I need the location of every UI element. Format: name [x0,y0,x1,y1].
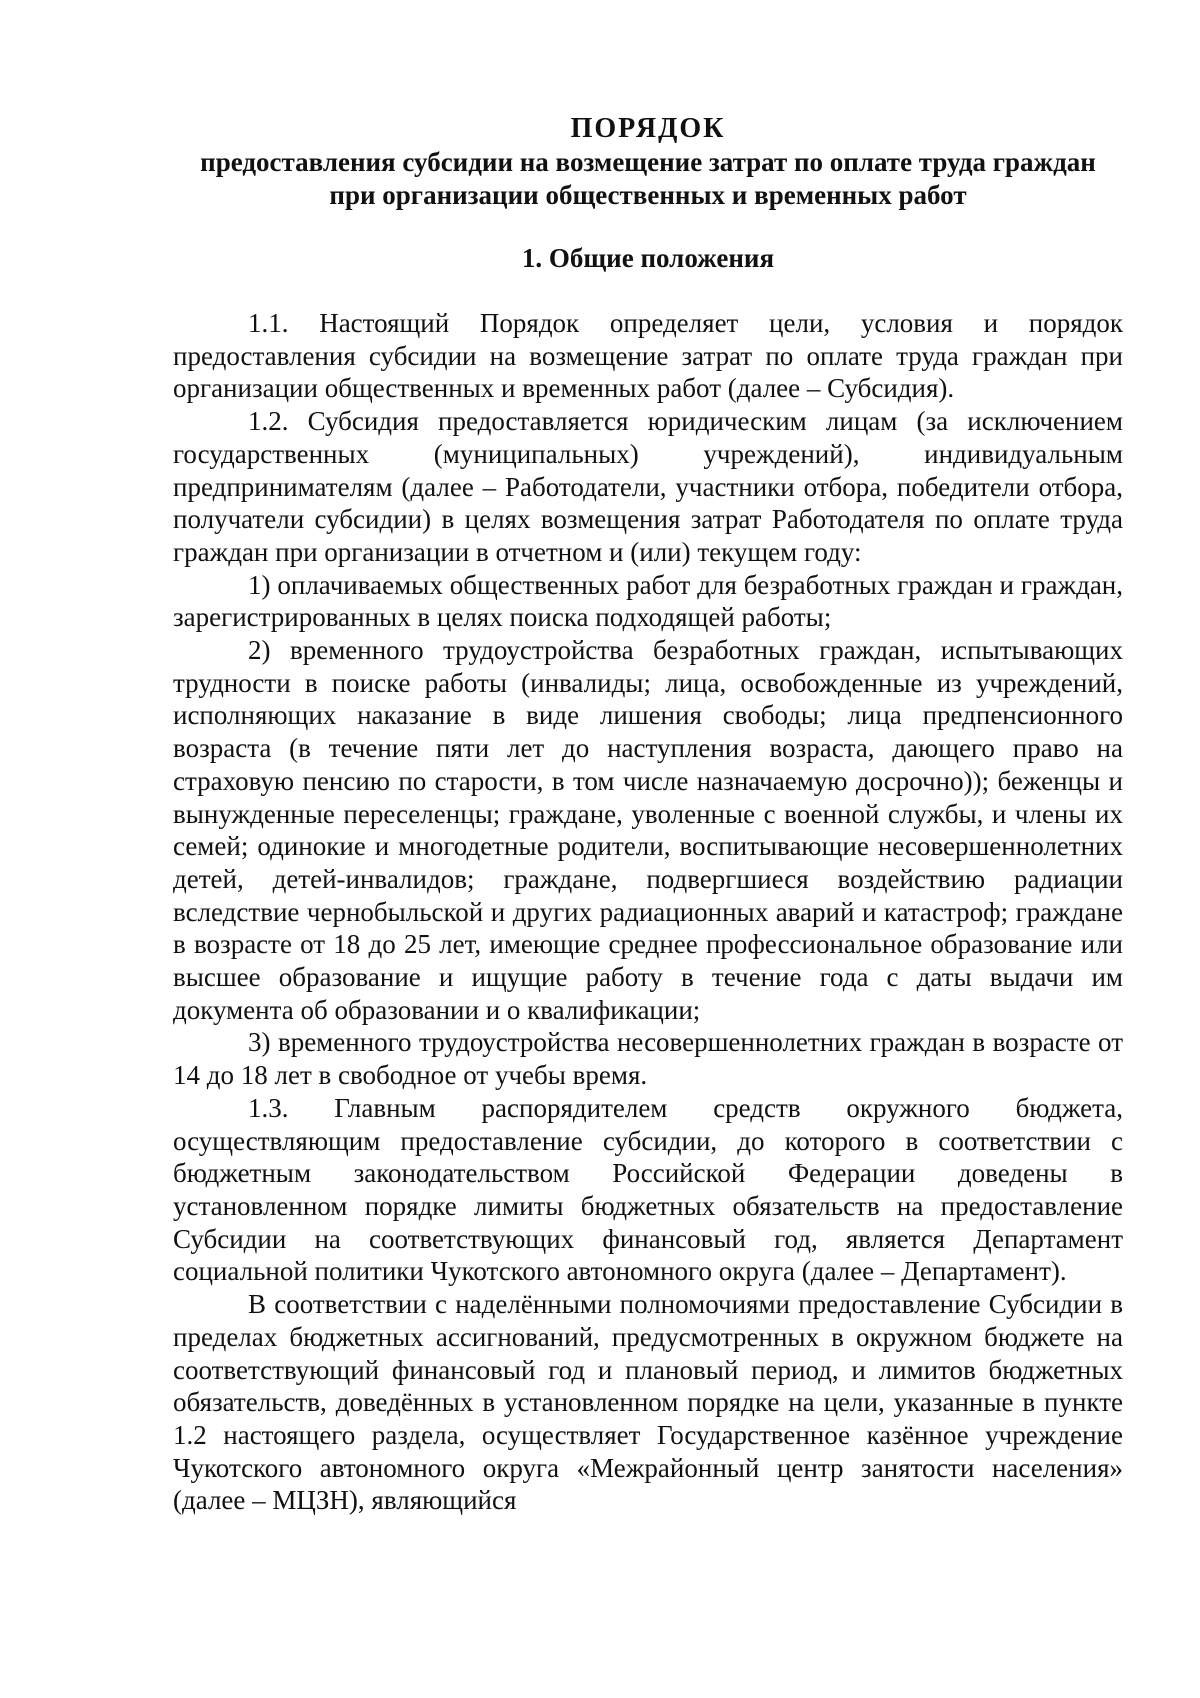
paragraph-authority: В соответствии с наделёнными полномочиями предоставление Субсидии в пределах бюджетных ассигнований, предусмотренных в окружном бюджете на соответствующий финансовый год и плановый период, и лимитов бюджетных обязательств, доведённых в установленном порядке на цели, указанные в пункте 1.2 настоящего раздела, осуществляет Государственное казённое учреждение Чукотского автономного округа «Межрайонный центр занятости населения» (далее – МЦЗН), являющийся [173,1289,1123,1516]
paragraph-1-2: 1.2. Субсидия предоставляется юридическим лицам (за исключением государственных (муниципальных) учреждений), индивидуальным предпринимателям (далее – Работодатели, участники отбора, победители отбора, получатели субсидии) в целях возмещения затрат Работодателя по оплате труда граждан при организации в отчетном и (или) текущем году: [173,406,1123,567]
section-heading: 1. Общие положения [521,243,775,273]
document-subtitle-line-1: предоставления субсидии на возмещение затрат по оплате труда граждан [200,147,1096,177]
document-page [173,112,1123,1517]
document-subtitle-line-2: при организации общественных и временных работ [329,180,967,210]
paragraph-1-3: 1.3. Главным распорядителем средств окружного бюджета, осуществляющим предоставление субсидии, до которого в соответствии с бюджетным законодательством Российской Федерации доведены в установленном порядке лимиты бюджетных обязательств на предоставление Субсидии на соответствующих финансовый год, является Департамент социальной политики Чукотского автономного округа (далее – Департамент). [173,1092,1123,1287]
list-item-1: 1) оплачиваемых общественных работ для безработных граждан и граждан, зарегистрированных в целях поиска подходящей работы; [173,569,1123,633]
paragraph-1-1: 1.1. Настоящий Порядок определяет цели, условия и порядок предоставления субсидии на возмещение затрат по оплате труда граждан при организации общественных и временных работ (далее – Субсидия). [173,308,1123,404]
list-item-3: 3) временного трудоустройства несовершеннолетних граждан в возрасте от 14 до 18 лет в свободное от учебы время. [173,1027,1123,1091]
document-title: ПОРЯДОК [570,113,726,144]
list-item-2: 2) временного трудоустройства безработных граждан, испытывающих трудности в поиске работы (инвалиды; лица, освобожденные из учреждений, исполняющих наказание в виде лишения свободы; лица предпенсионного возраста (в течение пяти лет до наступления возраста, дающего право на страховую пенсию по старости, в том числе назначаемую досрочно)); беженцы и вынужденные переселенцы; граждане, уволенные с военной службы, и члены их семей; одинокие и многодетные родители, воспитывающие несовершеннолетних детей, детей-инвалидов; граждане, подвергшиеся воздействию радиации вследствие чернобыльской и других радиационных аварий и катастроф; граждане в возрасте от 18 до 25 лет, имеющие среднее профессиональное образование или высшее образование и ищущие работу в течение года с даты выдачи им документа об образовании и о квалификации; [173,635,1123,1025]
